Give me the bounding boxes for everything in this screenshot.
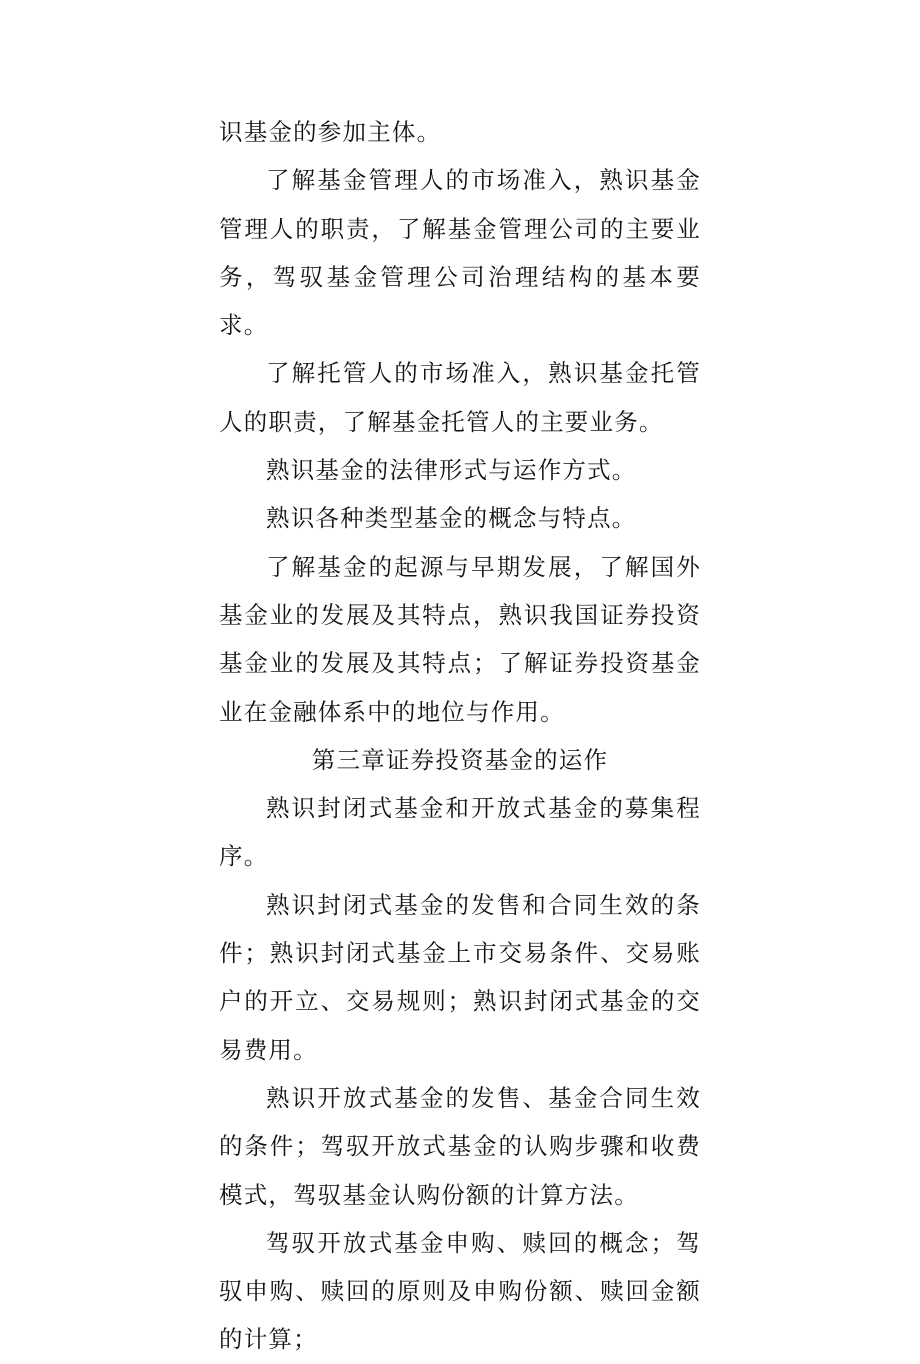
paragraph: 驾驭开放式基金申购、赎回的概念；驾驭申购、赎回的原则及申购份额、赎回金额的计算；: [219, 1228, 701, 1354]
paragraph: 熟识基金的法律形式与运作方式。: [266, 456, 637, 485]
paragraph: 熟识开放式基金的发售、基金合同生效的条件；驾驭开放式基金的认购步骤和收费模式，驾驭基金认购份额的计算方法。: [219, 1083, 701, 1209]
document-body: [219, 108, 701, 1364]
paragraph: 熟识封闭式基金和开放式基金的募集程序。: [219, 794, 701, 871]
paragraph: 了解托管人的市场准入，熟识基金托管人的职责，了解基金托管人的主要业务。: [219, 359, 701, 436]
chapter-heading: 第三章证券投资基金的运作: [311, 745, 609, 774]
paragraph: 熟识各种类型基金的概念与特点。: [266, 504, 637, 533]
paragraph-continuation: 识基金的参加主体。: [219, 118, 442, 146]
paragraph: 了解基金的起源与早期发展，了解国外基金业的发展及其特点，熟识我国证券投资基金业的发展及其特点；了解证券投资基金业在金融体系中的地位与作用。: [219, 552, 701, 726]
paragraph: 了解基金管理人的市场准入，熟识基金管理人的职责，了解基金管理公司的主要业务，驾驭基金管理公司治理结构的基本要求。: [219, 166, 701, 340]
paragraph: 熟识封闭式基金的发售和合同生效的条件；熟识封闭式基金上市交易条件、交易账户的开立、交易规则；熟识封闭式基金的交易费用。: [219, 890, 701, 1064]
